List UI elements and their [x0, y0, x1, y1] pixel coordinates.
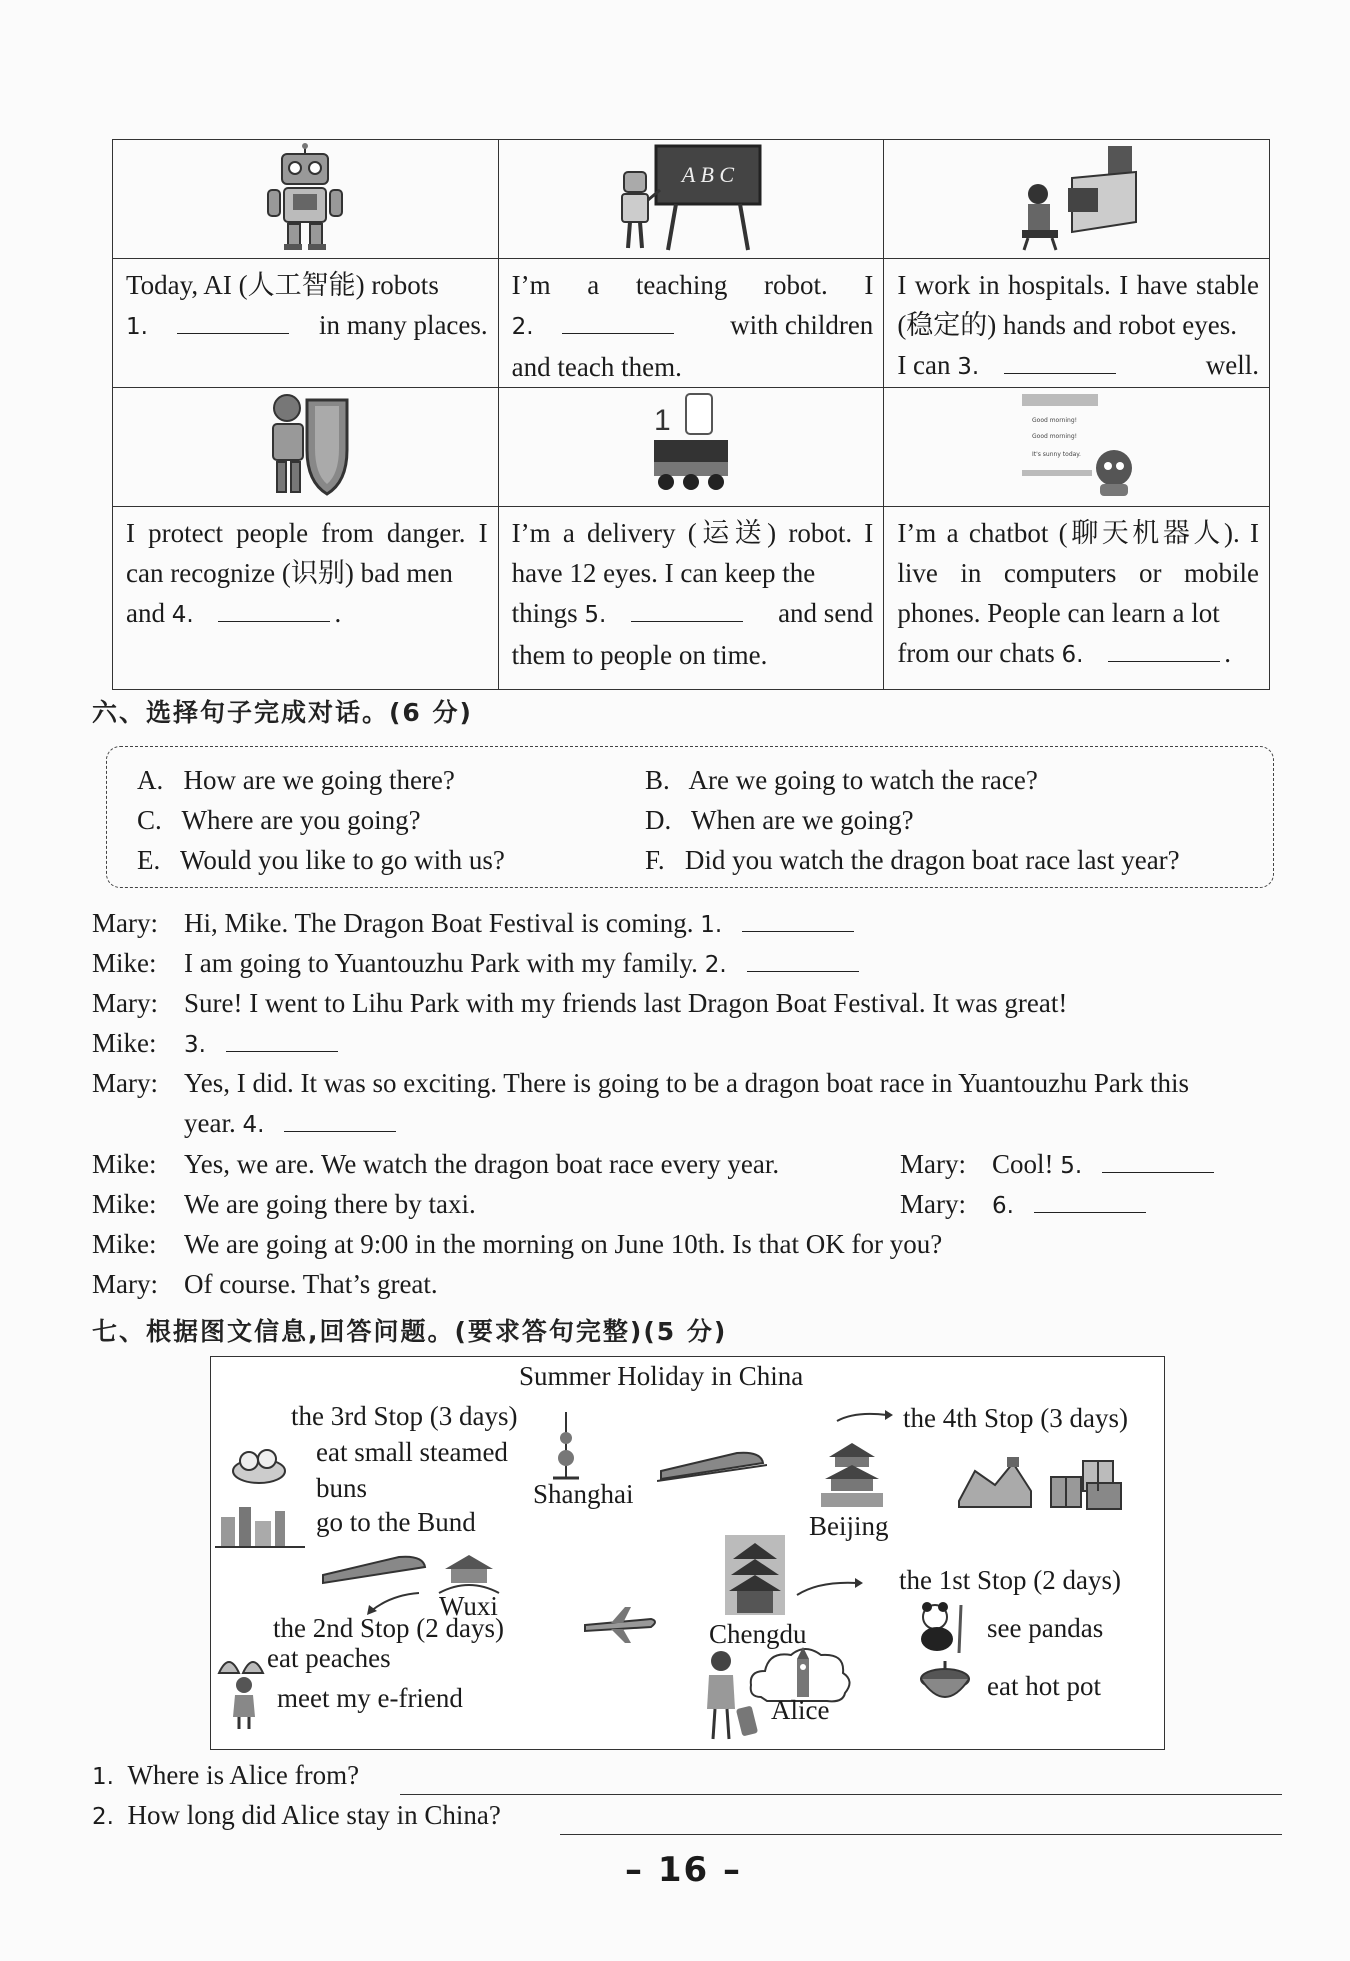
panda-icon	[913, 1599, 973, 1655]
cell5-text-tail: them to people on time.	[511, 640, 768, 670]
stop2-activity: meet my e-friend	[277, 1683, 463, 1713]
train-icon	[657, 1443, 767, 1483]
dialogue-line	[92, 908, 854, 939]
cell4-text-post: .	[334, 598, 342, 628]
dialogue-line	[900, 1189, 1146, 1220]
oriental-pearl-tower-icon	[541, 1412, 591, 1482]
option-e	[137, 845, 505, 876]
options-box	[106, 746, 1274, 888]
steamed-buns-icon	[229, 1437, 289, 1487]
stop1-activity: eat hot pot	[987, 1671, 1101, 1701]
cell3-text-pre2: I can	[897, 350, 951, 380]
city-beijing: Beijing	[809, 1511, 889, 1541]
temple-of-heaven-icon	[817, 1441, 887, 1513]
option-text: Did you watch the dragon boat race last year?	[684, 845, 1180, 875]
delivery-robot-icon	[646, 390, 736, 500]
board-text: A B C	[681, 161, 735, 187]
delivery-number: 1	[653, 403, 671, 437]
option-text: When are we going?	[691, 805, 914, 835]
gifts-icon	[1047, 1453, 1127, 1511]
line-text: We are going at 9:00 in the morning on June 10th. Is that OK for you?	[184, 1229, 943, 1259]
dialogue-line	[92, 1269, 438, 1300]
cell-hospital-robot	[884, 259, 1270, 388]
speaker: Mary:	[900, 1149, 966, 1179]
robot-image-cell	[113, 140, 499, 259]
answer-line[interactable]	[400, 1794, 1282, 1795]
question-number: 1.	[92, 1764, 114, 1790]
stop1-activity: see pandas	[987, 1613, 1104, 1643]
chengdu-tower-icon	[723, 1533, 787, 1617]
dialogue-line	[92, 1028, 338, 1059]
speaker: Mike:	[92, 1028, 157, 1058]
cell-chatbot	[884, 507, 1270, 690]
arrow-icon	[835, 1409, 895, 1425]
cell-teaching-robot	[498, 259, 884, 388]
option-text: Are we going to watch the race?	[688, 765, 1038, 795]
great-wall-icon	[955, 1451, 1035, 1511]
blank-number: 3.	[184, 1032, 206, 1058]
speaker: Mike:	[92, 1189, 157, 1219]
train-icon	[319, 1545, 429, 1585]
option-d	[645, 805, 914, 836]
blank-number: 4.	[242, 1112, 265, 1138]
cell3-text-post: well.	[1205, 350, 1259, 380]
option-letter: A.	[137, 765, 164, 795]
cell5-text-post: and send	[778, 598, 874, 628]
line-text: Hi, Mike. The Dragon Boat Festival is coming.	[184, 908, 694, 938]
speaker: Mike:	[92, 1229, 157, 1259]
stop3-activity: buns	[316, 1473, 368, 1503]
question-text: Where is Alice from?	[127, 1760, 360, 1790]
answer-blank[interactable]	[177, 311, 289, 334]
option-a	[137, 765, 455, 796]
airplane-icon	[581, 1605, 661, 1645]
answer-blank[interactable]	[742, 911, 854, 932]
section7-title: 七、根据图文信息,回答问题。(要求答句完整)(5 分)	[92, 1317, 728, 1346]
dialogue-line	[184, 1108, 396, 1139]
cell3-text: I work in hospitals. I have stable (稳定的) hands and robot eyes.	[897, 270, 1259, 340]
speaker: Mary:	[92, 988, 158, 1018]
speaker: Mary:	[92, 908, 158, 938]
line-text: I am going to Yuantouzhu Park with my family.	[184, 948, 698, 978]
cell2-text-tail: and teach them.	[511, 352, 682, 382]
line-text: Cool!	[992, 1149, 1054, 1179]
teaching-robot-image-cell	[498, 140, 884, 259]
hot-pot-icon	[917, 1657, 973, 1707]
question-number: 2.	[92, 1804, 114, 1830]
cell-ai-robots	[113, 259, 499, 388]
answer-blank[interactable]	[562, 311, 674, 334]
dialogue-line	[92, 988, 1067, 1019]
option-text: Where are you going?	[181, 805, 421, 835]
blank-number: 4.	[171, 602, 194, 628]
option-letter: B.	[645, 765, 670, 795]
answer-line[interactable]	[560, 1834, 1282, 1835]
answer-blank[interactable]	[631, 599, 743, 622]
cell-guard-robot	[113, 507, 499, 690]
guard-robot-icon	[255, 390, 355, 500]
answer-blank[interactable]	[747, 951, 859, 972]
line-text: Yes, I did. It was so exciting. There is going to be a dragon boat race in Yuantouzhu Park this	[184, 1068, 1190, 1098]
option-letter: D.	[645, 805, 672, 835]
teaching-robot-icon	[616, 142, 766, 252]
answer-blank[interactable]	[226, 1031, 338, 1052]
peaches-icon	[215, 1647, 271, 1677]
city-shanghai: Shanghai	[533, 1479, 634, 1509]
blank-number: 1.	[700, 912, 723, 938]
option-f	[645, 845, 1180, 876]
hospital-robot-image-cell	[884, 140, 1270, 259]
cell4-text: I protect people from danger. I can recognize (识别) bad men	[126, 518, 488, 588]
option-letter: C.	[137, 805, 162, 835]
arrow-icon	[795, 1575, 865, 1599]
delivery-robot-image-cell	[498, 388, 884, 507]
dialogue-line	[92, 1149, 779, 1180]
question-text: How long did Alice stay in China?	[127, 1800, 501, 1830]
speaker: Mary:	[900, 1189, 966, 1219]
cell5-text: I’m a delivery (运送) robot. I have 12 eyes. I can keep the	[511, 518, 874, 588]
answer-blank[interactable]	[1102, 1152, 1214, 1173]
answer-blank[interactable]	[1034, 1192, 1146, 1213]
chatbot-icon	[1002, 390, 1152, 500]
dialogue-line	[900, 1149, 1214, 1180]
stop2-label: the 2nd Stop (2 days)	[273, 1613, 504, 1643]
stop2-activity: eat peaches	[267, 1643, 391, 1673]
robot-icon	[260, 142, 350, 252]
hospital-robot-icon	[1012, 142, 1142, 252]
holiday-map	[210, 1356, 1165, 1750]
line-text: Of course. That’s great.	[184, 1269, 438, 1299]
e-friend-girl-icon	[229, 1675, 259, 1731]
guard-robot-image-cell	[113, 388, 499, 507]
wuxi-pavilion-icon	[437, 1553, 501, 1595]
cell1-text: Today, AI (人工智能) robots	[126, 270, 439, 300]
dialogue-line	[92, 1229, 942, 1260]
alice-label: Alice	[771, 1695, 830, 1725]
speaker: Mary:	[92, 1068, 158, 1098]
line-text: Sure! I went to Lihu Park with my friends last Dragon Boat Festival. It was great!	[184, 988, 1068, 1018]
blank-number: 3.	[957, 354, 980, 380]
option-b	[645, 765, 1038, 796]
stop1-label: the 1st Stop (2 days)	[899, 1565, 1121, 1595]
cell6-text: I’m a chatbot (聊天机器人). I live in computers or mobile phones. People can learn a lot	[897, 518, 1259, 628]
stop4-label: the 4th Stop (3 days)	[903, 1403, 1128, 1433]
dialogue-line	[92, 948, 859, 979]
answer-blank[interactable]	[284, 1111, 396, 1132]
map-title: Summer Holiday in China	[519, 1361, 804, 1391]
option-letter: F.	[645, 845, 665, 875]
chat-line: Good morning!	[1031, 416, 1077, 424]
robot-table	[112, 139, 1270, 690]
cell4-text-pre2: and	[126, 598, 165, 628]
cell6-text-post: .	[1224, 638, 1231, 668]
blank-number: 5.	[584, 602, 607, 628]
cell5-text-pre2: things	[511, 598, 578, 628]
question-1	[92, 1760, 359, 1791]
blank-number: 2.	[704, 952, 727, 978]
blank-number: 6.	[1061, 642, 1084, 668]
stop3-activity: go to the Bund	[316, 1507, 476, 1537]
blank-number: 2.	[511, 314, 534, 340]
dialogue-line	[92, 1068, 1189, 1099]
stop3-activity: eat small steamed	[316, 1437, 508, 1467]
section6-title: 六、选择句子完成对话。(6 分)	[92, 698, 473, 727]
option-letter: E.	[137, 845, 161, 875]
option-text: Would you like to go with us?	[180, 845, 505, 875]
speaker: Mary:	[92, 1269, 158, 1299]
blank-number: 6.	[992, 1193, 1014, 1219]
question-2	[92, 1800, 501, 1831]
blank-number: 1.	[126, 314, 148, 340]
blank-number: 5.	[1060, 1153, 1083, 1179]
chat-line: It's sunny today.	[1031, 450, 1081, 458]
speaker: Mike:	[92, 1149, 157, 1179]
city-wuxi: Wuxi	[439, 1591, 498, 1621]
cell2-text-post: with children	[730, 310, 874, 340]
city-chengdu: Chengdu	[709, 1619, 807, 1649]
page-number: – 16 –	[625, 1850, 742, 1890]
option-text: How are we going there?	[183, 765, 455, 795]
line-text: Yes, we are. We watch the dragon boat race every year.	[184, 1149, 780, 1179]
cell-delivery-robot	[498, 507, 884, 690]
cell2-text: I’m a teaching robot. I	[511, 270, 874, 300]
cell1-text-post: in many places.	[318, 310, 488, 340]
option-c	[137, 805, 421, 836]
speaker: Mike:	[92, 948, 157, 978]
line-text: year.	[184, 1108, 236, 1138]
cell6-text-pre2: from our chats	[897, 638, 1055, 668]
answer-blank[interactable]	[1004, 351, 1116, 374]
chat-line: Good morning!	[1031, 432, 1077, 440]
chatbot-image-cell	[884, 388, 1270, 507]
answer-blank[interactable]	[1108, 639, 1220, 662]
line-text: We are going there by taxi.	[184, 1189, 476, 1219]
stop3-label: the 3rd Stop (3 days)	[291, 1401, 518, 1431]
dialogue-line	[92, 1189, 476, 1220]
bund-skyline-icon	[215, 1497, 305, 1552]
answer-blank[interactable]	[218, 599, 330, 622]
